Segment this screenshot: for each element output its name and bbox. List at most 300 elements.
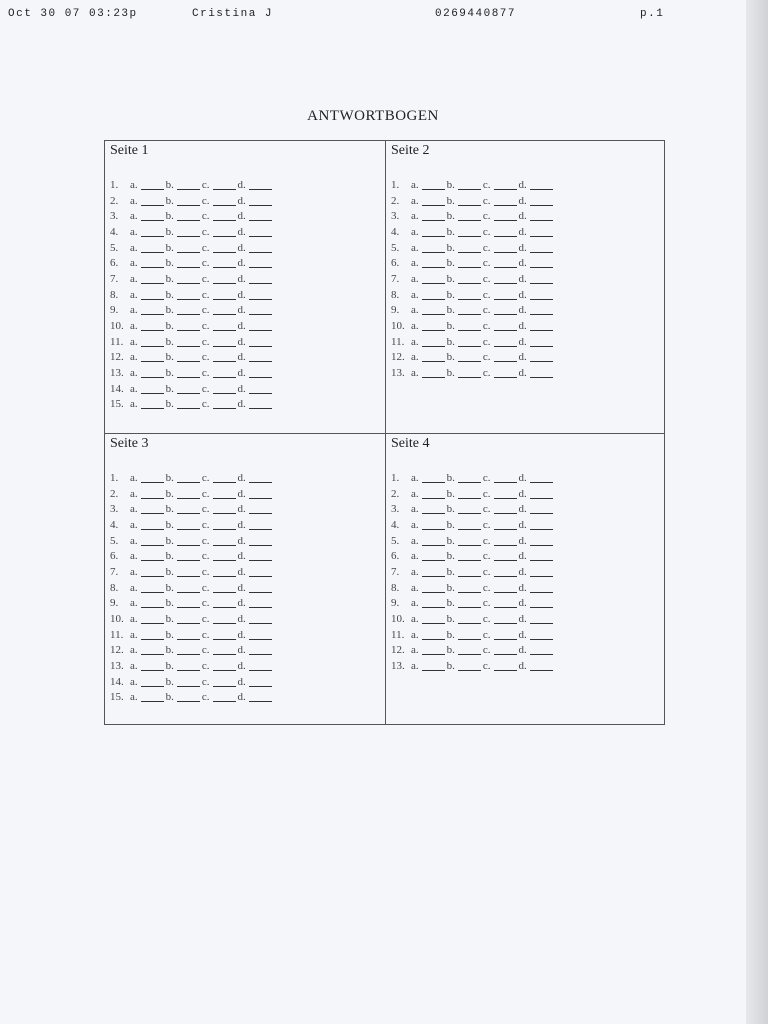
answer-blank[interactable]: [422, 645, 445, 655]
option-label: b.: [446, 367, 455, 380]
answer-blank[interactable]: [458, 274, 481, 284]
answer-blank[interactable]: [213, 305, 236, 315]
answer-blank[interactable]: [458, 583, 481, 593]
answer-blank[interactable]: [141, 614, 164, 624]
answer-blank[interactable]: [177, 258, 200, 268]
answer-blank[interactable]: [422, 567, 445, 577]
option-label: d.: [237, 194, 246, 207]
answer-blank[interactable]: [249, 661, 272, 671]
answer-blank[interactable]: [141, 258, 164, 268]
answer-blank[interactable]: [213, 473, 236, 483]
answer-blank[interactable]: [249, 384, 272, 394]
option-label: c.: [201, 304, 210, 317]
option-label: b.: [446, 335, 455, 348]
answer-blank[interactable]: [249, 567, 272, 577]
answer-blank[interactable]: [213, 614, 236, 624]
option-label: b.: [446, 210, 455, 223]
option-label: a.: [130, 534, 138, 547]
option-label: a.: [411, 257, 419, 270]
answer-blank[interactable]: [213, 645, 236, 655]
answer-blank[interactable]: [141, 243, 164, 253]
answer-blank[interactable]: [422, 504, 445, 514]
answer-blank[interactable]: [177, 321, 200, 331]
option-label: c.: [201, 565, 210, 578]
option-label: b.: [165, 534, 174, 547]
answer-blank[interactable]: [141, 536, 164, 546]
question-number: 8.: [391, 288, 400, 301]
answer-blank[interactable]: [458, 211, 481, 221]
answer-blank[interactable]: [141, 384, 164, 394]
answer-blank[interactable]: [494, 661, 517, 671]
option-label: a.: [411, 503, 419, 516]
answer-blank[interactable]: [249, 368, 272, 378]
answer-blank[interactable]: [213, 677, 236, 687]
answer-blank[interactable]: [213, 368, 236, 378]
answer-blank[interactable]: [249, 614, 272, 624]
answer-blank[interactable]: [213, 520, 236, 530]
option-label: c.: [201, 660, 210, 673]
answer-blank[interactable]: [530, 227, 553, 237]
answer-row: [110, 255, 274, 271]
answer-blank[interactable]: [530, 614, 553, 624]
answer-blank[interactable]: [177, 399, 200, 409]
option-label: a.: [411, 288, 419, 301]
answer-blank[interactable]: [422, 243, 445, 253]
answer-blank[interactable]: [530, 630, 553, 640]
answer-blank[interactable]: [249, 196, 272, 206]
answer-blank[interactable]: [494, 520, 517, 530]
answer-blank[interactable]: [422, 321, 445, 331]
answer-blank[interactable]: [213, 399, 236, 409]
answer-blank[interactable]: [249, 290, 272, 300]
answer-blank[interactable]: [494, 305, 517, 315]
answer-blank[interactable]: [213, 352, 236, 362]
answer-blank[interactable]: [530, 337, 553, 347]
option-label: d.: [518, 471, 527, 484]
answer-blank[interactable]: [141, 180, 164, 190]
option-label: d.: [237, 178, 246, 191]
answer-blank[interactable]: [422, 180, 445, 190]
answer-blank[interactable]: [249, 227, 272, 237]
answer-blank[interactable]: [422, 337, 445, 347]
answer-blank[interactable]: [177, 196, 200, 206]
answer-blank[interactable]: [530, 305, 553, 315]
answer-blank[interactable]: [494, 489, 517, 499]
answer-blank[interactable]: [422, 536, 445, 546]
answer-blank[interactable]: [458, 305, 481, 315]
answer-row: [391, 193, 555, 209]
answer-row: [110, 658, 274, 674]
answer-blank[interactable]: [141, 567, 164, 577]
answer-blank[interactable]: [213, 692, 236, 702]
option-label: a.: [411, 178, 419, 191]
answer-row: [391, 548, 555, 564]
option-label: d.: [237, 272, 246, 285]
answer-blank[interactable]: [249, 211, 272, 221]
answer-blank[interactable]: [422, 598, 445, 608]
answer-blank[interactable]: [530, 258, 553, 268]
answer-blank[interactable]: [530, 645, 553, 655]
answer-blank[interactable]: [530, 520, 553, 530]
option-label: d.: [237, 320, 246, 333]
answer-blank[interactable]: [141, 551, 164, 561]
answer-blank[interactable]: [458, 290, 481, 300]
option-label: b.: [165, 304, 174, 317]
answer-blank[interactable]: [249, 243, 272, 253]
answer-blank[interactable]: [213, 211, 236, 221]
answer-blank[interactable]: [177, 614, 200, 624]
answer-blank[interactable]: [177, 630, 200, 640]
answer-blank[interactable]: [249, 489, 272, 499]
question-number: 10.: [110, 613, 124, 626]
answer-blank[interactable]: [530, 321, 553, 331]
answer-blank[interactable]: [494, 551, 517, 561]
answer-blank[interactable]: [141, 489, 164, 499]
answer-blank[interactable]: [213, 598, 236, 608]
answer-blank[interactable]: [213, 630, 236, 640]
answer-blank[interactable]: [458, 337, 481, 347]
answer-blank[interactable]: [213, 321, 236, 331]
answer-row: [110, 643, 274, 659]
answer-blank[interactable]: [213, 227, 236, 237]
answer-blank[interactable]: [422, 520, 445, 530]
answer-blank[interactable]: [177, 520, 200, 530]
answer-blank[interactable]: [141, 645, 164, 655]
answer-blank[interactable]: [530, 211, 553, 221]
answer-blank[interactable]: [458, 227, 481, 237]
answer-blank[interactable]: [141, 677, 164, 687]
option-label: c.: [201, 272, 210, 285]
option-label: c.: [482, 471, 491, 484]
answer-blank[interactable]: [422, 305, 445, 315]
answer-blank[interactable]: [530, 504, 553, 514]
option-label: b.: [165, 675, 174, 688]
answer-blank[interactable]: [530, 368, 553, 378]
answer-blank[interactable]: [458, 567, 481, 577]
answer-blank[interactable]: [458, 520, 481, 530]
answer-blank[interactable]: [494, 243, 517, 253]
option-label: c.: [201, 487, 210, 500]
question-number: 4.: [110, 225, 119, 238]
answer-blank[interactable]: [177, 352, 200, 362]
answer-blank[interactable]: [213, 337, 236, 347]
answer-blank[interactable]: [530, 551, 553, 561]
answer-row: [391, 627, 555, 643]
answer-blank[interactable]: [422, 274, 445, 284]
answer-row: [110, 611, 274, 627]
answer-blank[interactable]: [530, 536, 553, 546]
option-label: a.: [411, 351, 419, 364]
answer-blank[interactable]: [249, 692, 272, 702]
answer-blank[interactable]: [458, 473, 481, 483]
answer-row: [110, 193, 274, 209]
answer-blank[interactable]: [422, 583, 445, 593]
answer-blank[interactable]: [213, 504, 236, 514]
answer-blank[interactable]: [213, 243, 236, 253]
answer-blank[interactable]: [249, 321, 272, 331]
answer-blank[interactable]: [494, 352, 517, 362]
option-label: b.: [446, 241, 455, 254]
option-label: a.: [411, 613, 419, 626]
question-number: 3.: [391, 503, 400, 516]
answer-blank[interactable]: [458, 536, 481, 546]
answer-blank[interactable]: [177, 274, 200, 284]
answer-blank[interactable]: [177, 305, 200, 315]
option-label: c.: [201, 398, 210, 411]
answer-blank[interactable]: [249, 583, 272, 593]
answer-blank[interactable]: [249, 180, 272, 190]
option-label: c.: [201, 178, 210, 191]
answer-blank[interactable]: [494, 321, 517, 331]
answer-blank[interactable]: [177, 384, 200, 394]
answer-blank[interactable]: [422, 290, 445, 300]
answer-blank[interactable]: [530, 274, 553, 284]
answer-blank[interactable]: [530, 598, 553, 608]
answer-blank[interactable]: [458, 180, 481, 190]
option-label: b.: [165, 644, 174, 657]
answer-blank[interactable]: [177, 504, 200, 514]
question-number: 12.: [391, 351, 405, 364]
answer-blank[interactable]: [422, 473, 445, 483]
question-number: 9.: [110, 597, 119, 610]
answer-blank[interactable]: [530, 661, 553, 671]
option-label: a.: [411, 518, 419, 531]
question-number: 8.: [391, 581, 400, 594]
answer-blank[interactable]: [213, 567, 236, 577]
option-label: d.: [237, 565, 246, 578]
answer-blank[interactable]: [177, 290, 200, 300]
answer-blank[interactable]: [177, 180, 200, 190]
option-label: b.: [446, 304, 455, 317]
option-label: b.: [165, 225, 174, 238]
answer-blank[interactable]: [458, 258, 481, 268]
answer-blank[interactable]: [249, 305, 272, 315]
answer-blank[interactable]: [177, 227, 200, 237]
option-label: a.: [411, 487, 419, 500]
answer-blank[interactable]: [213, 274, 236, 284]
answer-blank[interactable]: [422, 630, 445, 640]
answer-blank[interactable]: [141, 196, 164, 206]
answer-blank[interactable]: [494, 337, 517, 347]
answer-row: [391, 255, 555, 271]
answer-blank[interactable]: [141, 583, 164, 593]
answer-blank[interactable]: [422, 368, 445, 378]
option-label: b.: [165, 660, 174, 673]
answer-blank[interactable]: [249, 677, 272, 687]
answer-blank[interactable]: [458, 614, 481, 624]
option-label: b.: [165, 691, 174, 704]
answer-blank[interactable]: [141, 352, 164, 362]
answer-blank[interactable]: [458, 368, 481, 378]
option-label: d.: [518, 304, 527, 317]
answer-blank[interactable]: [458, 551, 481, 561]
answer-blank[interactable]: [141, 598, 164, 608]
answer-blank[interactable]: [249, 504, 272, 514]
question-number: 15.: [110, 691, 124, 704]
answer-blank[interactable]: [494, 290, 517, 300]
option-label: a.: [130, 597, 138, 610]
answer-blank[interactable]: [213, 180, 236, 190]
answer-blank[interactable]: [141, 337, 164, 347]
answer-blank[interactable]: [177, 489, 200, 499]
answer-blank[interactable]: [422, 227, 445, 237]
answer-blank[interactable]: [530, 567, 553, 577]
answer-blank[interactable]: [141, 368, 164, 378]
answer-blank[interactable]: [458, 243, 481, 253]
answer-blank[interactable]: [458, 598, 481, 608]
answer-blank[interactable]: [422, 661, 445, 671]
question-number: 5.: [110, 534, 119, 547]
answer-blank[interactable]: [213, 258, 236, 268]
answer-blank[interactable]: [177, 368, 200, 378]
answer-blank[interactable]: [249, 274, 272, 284]
answer-blank[interactable]: [458, 352, 481, 362]
answer-blank[interactable]: [458, 504, 481, 514]
answer-blank[interactable]: [249, 551, 272, 561]
answer-blank[interactable]: [141, 227, 164, 237]
answer-blank[interactable]: [494, 630, 517, 640]
option-label: b.: [165, 194, 174, 207]
answer-blank[interactable]: [422, 258, 445, 268]
option-label: a.: [130, 320, 138, 333]
answer-blank[interactable]: [141, 504, 164, 514]
answer-blank[interactable]: [494, 536, 517, 546]
answer-blank[interactable]: [422, 196, 445, 206]
answer-blank[interactable]: [141, 473, 164, 483]
answer-blank[interactable]: [141, 321, 164, 331]
answer-blank[interactable]: [141, 211, 164, 221]
answer-blank[interactable]: [422, 614, 445, 624]
answer-blank[interactable]: [177, 551, 200, 561]
answer-blank[interactable]: [177, 661, 200, 671]
answer-blank[interactable]: [494, 258, 517, 268]
answer-row: [110, 674, 274, 690]
answer-blank[interactable]: [213, 290, 236, 300]
option-label: b.: [165, 241, 174, 254]
option-label: c.: [482, 487, 491, 500]
answer-blank[interactable]: [141, 399, 164, 409]
option-label: d.: [237, 675, 246, 688]
answer-blank[interactable]: [494, 473, 517, 483]
answer-blank[interactable]: [494, 196, 517, 206]
answer-blank[interactable]: [141, 290, 164, 300]
answer-blank[interactable]: [494, 274, 517, 284]
answer-blank[interactable]: [530, 290, 553, 300]
question-number: 1.: [110, 471, 119, 484]
answer-blank[interactable]: [494, 211, 517, 221]
answer-blank[interactable]: [494, 227, 517, 237]
answer-blank[interactable]: [249, 337, 272, 347]
answer-blank[interactable]: [177, 536, 200, 546]
answer-blank[interactable]: [213, 489, 236, 499]
answer-blank[interactable]: [530, 180, 553, 190]
option-label: c.: [201, 194, 210, 207]
answer-blank[interactable]: [213, 196, 236, 206]
answer-blank[interactable]: [249, 630, 272, 640]
answer-blank[interactable]: [141, 520, 164, 530]
answer-blank[interactable]: [177, 598, 200, 608]
answer-row: [391, 208, 555, 224]
option-label: d.: [237, 487, 246, 500]
answer-blank[interactable]: [494, 614, 517, 624]
answer-blank[interactable]: [458, 321, 481, 331]
answer-blank[interactable]: [530, 489, 553, 499]
answer-blank[interactable]: [213, 384, 236, 394]
section-title: Seite 3: [110, 436, 149, 451]
option-label: d.: [237, 335, 246, 348]
answer-blank[interactable]: [458, 489, 481, 499]
answer-blank[interactable]: [422, 211, 445, 221]
answer-blank[interactable]: [177, 337, 200, 347]
answer-blank[interactable]: [177, 243, 200, 253]
answer-blank[interactable]: [213, 583, 236, 593]
answer-blank[interactable]: [530, 473, 553, 483]
answer-blank[interactable]: [249, 536, 272, 546]
answer-blank[interactable]: [141, 274, 164, 284]
option-label: a.: [130, 304, 138, 317]
answer-blank[interactable]: [494, 567, 517, 577]
answer-blank[interactable]: [458, 645, 481, 655]
answer-blank[interactable]: [249, 352, 272, 362]
answer-blank[interactable]: [177, 211, 200, 221]
answer-blank[interactable]: [177, 583, 200, 593]
answer-blank[interactable]: [249, 258, 272, 268]
answer-blank[interactable]: [177, 677, 200, 687]
answer-blank[interactable]: [249, 520, 272, 530]
answer-blank[interactable]: [458, 661, 481, 671]
answer-blank[interactable]: [141, 661, 164, 671]
answer-blank[interactable]: [530, 243, 553, 253]
answer-blank[interactable]: [249, 399, 272, 409]
answer-blank[interactable]: [422, 352, 445, 362]
answer-blank[interactable]: [141, 305, 164, 315]
answer-blank[interactable]: [213, 551, 236, 561]
answer-blank[interactable]: [494, 645, 517, 655]
answer-blank[interactable]: [249, 473, 272, 483]
option-label: c.: [201, 550, 210, 563]
answer-blank[interactable]: [530, 583, 553, 593]
answer-blank[interactable]: [177, 692, 200, 702]
option-label: b.: [165, 628, 174, 641]
answer-blank[interactable]: [458, 630, 481, 640]
answer-blank[interactable]: [458, 196, 481, 206]
answer-blank[interactable]: [213, 536, 236, 546]
answer-blank[interactable]: [249, 645, 272, 655]
answer-blank[interactable]: [177, 645, 200, 655]
answer-blank[interactable]: [494, 504, 517, 514]
answer-blank[interactable]: [141, 630, 164, 640]
answer-blank[interactable]: [530, 196, 553, 206]
option-label: c.: [482, 565, 491, 578]
answer-blank[interactable]: [530, 352, 553, 362]
answer-blank[interactable]: [494, 180, 517, 190]
answer-blank[interactable]: [422, 551, 445, 561]
answer-row: [110, 208, 274, 224]
question-number: 2.: [391, 194, 400, 207]
answer-blank[interactable]: [141, 692, 164, 702]
answer-blank[interactable]: [494, 583, 517, 593]
answer-blank[interactable]: [494, 598, 517, 608]
answer-blank[interactable]: [249, 598, 272, 608]
answer-row: [391, 350, 555, 366]
section-title: Seite 4: [391, 436, 430, 451]
answer-blank[interactable]: [494, 368, 517, 378]
answer-blank[interactable]: [213, 661, 236, 671]
answer-blank[interactable]: [422, 489, 445, 499]
option-label: a.: [130, 487, 138, 500]
answer-blank[interactable]: [177, 473, 200, 483]
answer-blank[interactable]: [177, 567, 200, 577]
